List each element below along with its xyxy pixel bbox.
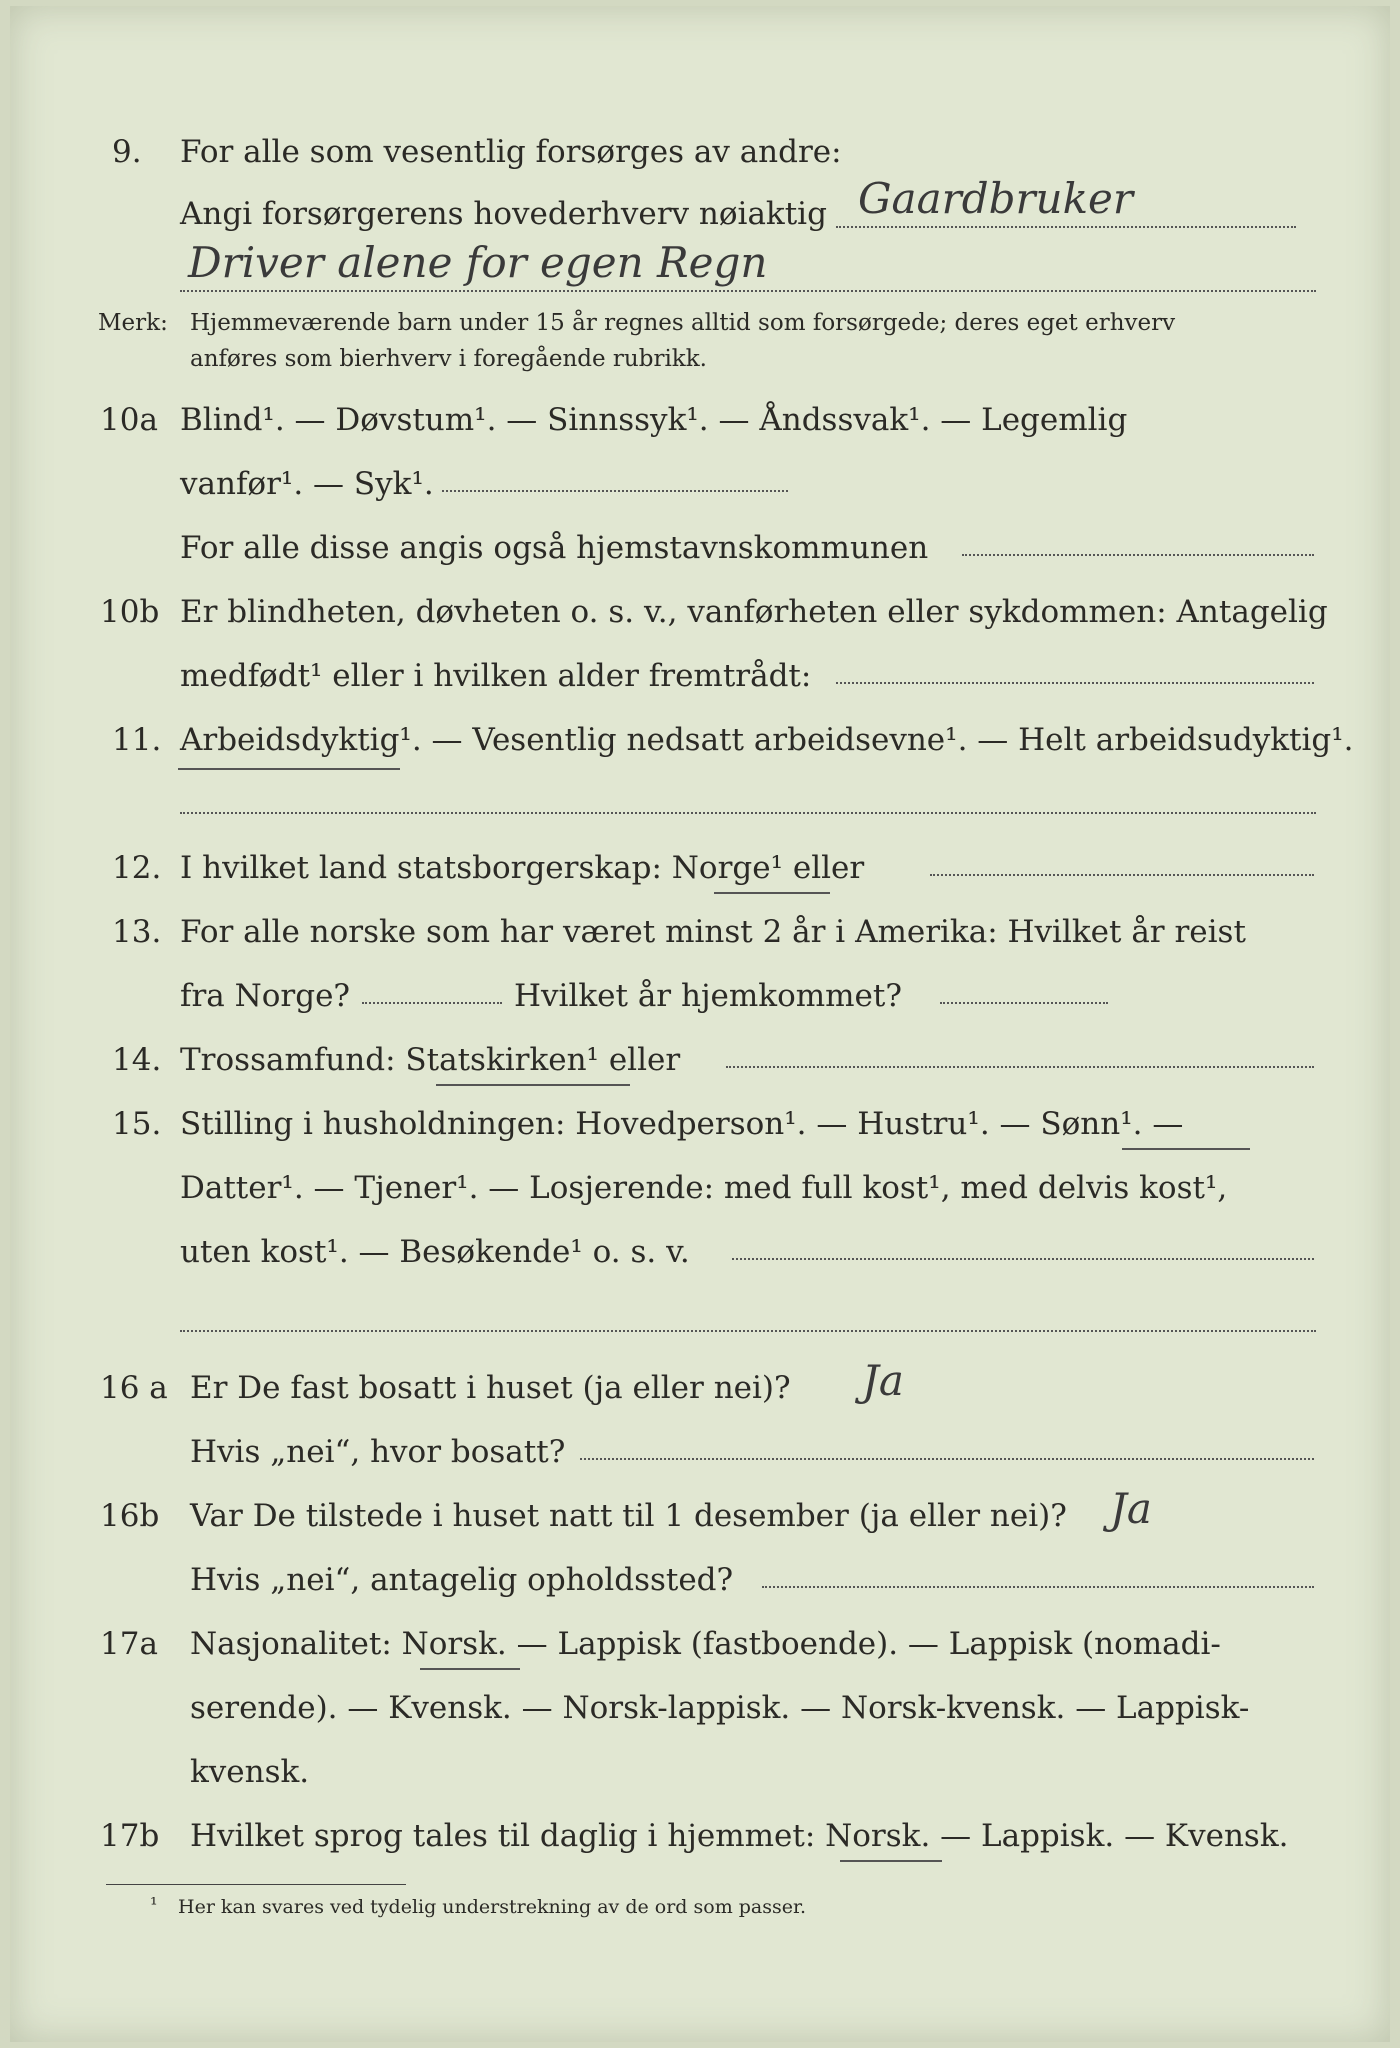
q14-line-1: Trossamfund: Statskirken¹ eller (180, 1042, 681, 1078)
merk-line-1: Hjemmeværende barn under 15 år regnes alltid som forsørgede; deres eget erhverv (190, 310, 1176, 336)
q17a-line-3: kvensk. (190, 1754, 310, 1790)
q9-handwritten-answer-2: Driver alene for egen Regn (188, 238, 768, 287)
question-number: 17b (100, 1818, 160, 1854)
q16b-line-1: Var De tilstede i huset natt til 1 desember (ja eller nei)? (190, 1498, 1067, 1534)
footnote-text: Her kan svares ved tydelig understrekning av de ord som passer. (178, 1896, 807, 1918)
question-number: 13. (112, 914, 162, 950)
q16b-line-2: Hvis „nei“, antagelig opholdssted? (190, 1562, 734, 1598)
q11-line-1: Arbeidsdyktig¹. — Vesentlig nedsatt arbeidsevne¹. — Helt arbeidsudyktig¹. (180, 722, 1354, 758)
answer-line (180, 290, 1316, 292)
q9-line-1: For alle som vesentlig forsørges av andre: (180, 134, 842, 170)
q10a-line-2: vanfør¹. — Syk¹. (180, 466, 434, 502)
q13-line-2a: fra Norge? (180, 978, 351, 1014)
question-number: 11. (112, 722, 162, 758)
merk-label: Merk: (98, 310, 168, 336)
answer-line (362, 1002, 502, 1004)
question-number: 16 a (100, 1370, 168, 1406)
q10a-line-3: For alle disse angis også hjemstavnskommunen (180, 530, 929, 566)
answer-line (836, 226, 1296, 228)
q10b-line-1: Er blindheten, døvheten o. s. v., vanførheten eller sykdommen: Antagelig (180, 594, 1328, 630)
question-number: 14. (112, 1042, 162, 1078)
question-number: 16b (100, 1498, 160, 1534)
q17b-line-1: Hvilket sprog tales til daglig i hjemmet: Norsk. — Lappisk. — Kvensk. (190, 1818, 1289, 1854)
q13-line-1: For alle norske som har været minst 2 år i Amerika: Hvilket år reist (180, 914, 1246, 950)
q15-line-1: Stilling i husholdningen: Hovedperson¹. — Hustru¹. — Sønn¹. — (180, 1106, 1184, 1142)
footnote-rule (106, 1884, 406, 1885)
answer-line (930, 874, 1314, 876)
question-number: 10b (100, 594, 160, 630)
answer-line (836, 682, 1314, 684)
answer-line (180, 812, 1316, 814)
underline-mark (1122, 1148, 1250, 1150)
answer-line (580, 1458, 1314, 1460)
q16b-handwritten-answer: Ja (1110, 1484, 1152, 1533)
q17a-line-1: Nasjonalitet: Norsk. — Lappisk (fastboende). — Lappisk (nomadi- (190, 1626, 1221, 1662)
answer-line (442, 490, 788, 492)
question-number: 9. (112, 134, 142, 170)
answer-line (962, 554, 1314, 556)
q15-line-2: Datter¹. — Tjener¹. — Losjerende: med full kost¹, med delvis kost¹, (180, 1170, 1228, 1206)
answer-line (940, 1002, 1108, 1004)
answer-line (726, 1066, 1314, 1068)
underline-mark (420, 1668, 520, 1670)
q17a-line-2: serende). — Kvensk. — Norsk-lappisk. — Norsk-kvensk. — Lappisk- (190, 1690, 1250, 1726)
q10a-line-1: Blind¹. — Døvstum¹. — Sinnssyk¹. — Åndssvak¹. — Legemlig (180, 402, 1128, 438)
underline-mark (840, 1860, 942, 1862)
footnote-mark: ¹ (150, 1894, 158, 1916)
q15-line-3: uten kost¹. — Besøkende¹ o. s. v. (180, 1234, 690, 1270)
q16a-line-1: Er De fast bosatt i huset (ja eller nei)? (190, 1370, 791, 1406)
answer-line (180, 1330, 1316, 1332)
q16a-line-2: Hvis „nei“, hvor bosatt? (190, 1434, 566, 1470)
underline-mark (178, 768, 400, 770)
question-number: 10a (100, 402, 158, 438)
answer-line (732, 1258, 1314, 1260)
q9-line-2: Angi forsørgerens hovederhverv nøiaktig (180, 196, 827, 232)
answer-line (762, 1586, 1314, 1588)
q12-line-1: I hvilket land statsborgerskap: Norge¹ eller (180, 850, 865, 886)
question-number: 17a (100, 1626, 158, 1662)
merk-line-2: anføres som bierhverv i foregående rubrikk. (190, 346, 707, 372)
underline-mark (436, 1084, 630, 1086)
q16a-handwritten-answer: Ja (862, 1356, 904, 1405)
question-number: 15. (112, 1106, 162, 1142)
census-form-page (10, 6, 1390, 2042)
q10b-line-2: medfødt¹ eller i hvilken alder fremtrådt: (180, 658, 812, 694)
q9-handwritten-answer-1: Gaardbruker (858, 174, 1133, 223)
question-number: 12. (112, 850, 162, 886)
underline-mark (714, 892, 830, 894)
q13-line-2b: Hvilket år hjemkommet? (514, 978, 902, 1014)
